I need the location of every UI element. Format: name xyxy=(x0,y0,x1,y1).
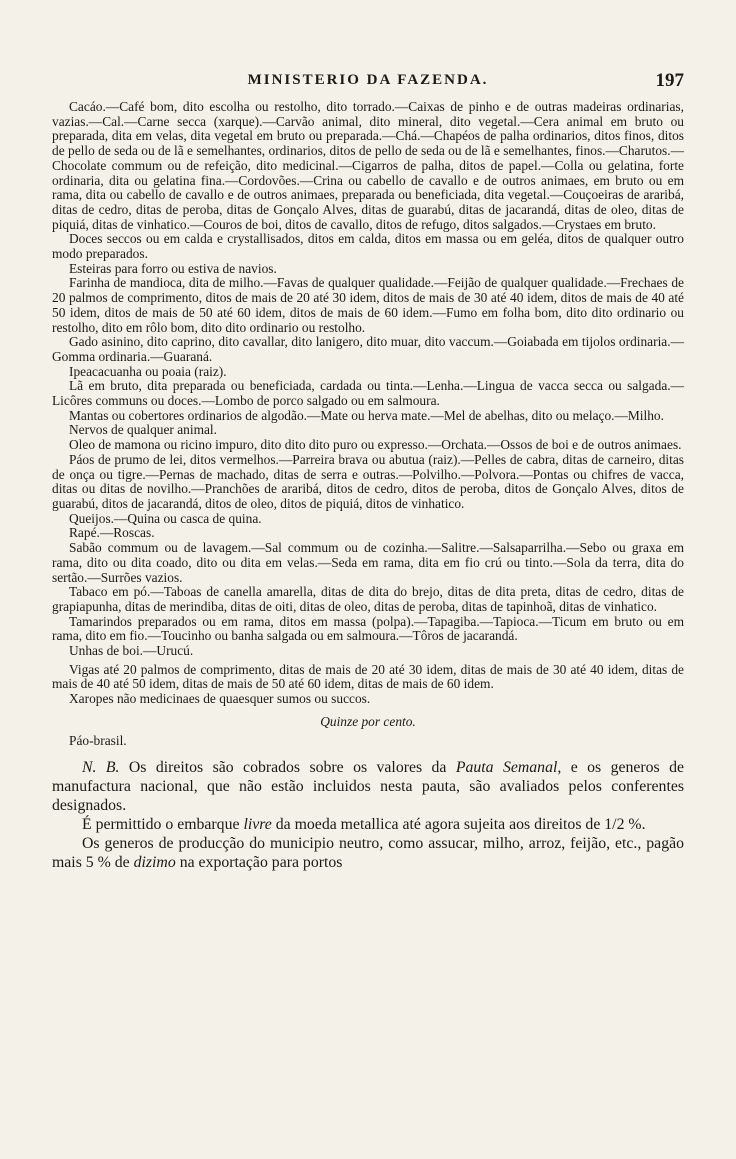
page-title: MINISTERIO DA FAZENDA. xyxy=(247,72,489,88)
page-number: 197 xyxy=(655,70,684,91)
notes-block xyxy=(52,758,684,872)
nb-text-2: e os generos de manufactura nacional, que não estão incluidos nesta pauta, são avaliados pelos conferentes designados. xyxy=(52,759,684,815)
paragraph-p: Páos de prumo de lei, ditos vermelhos.—Parreira brava ou abutua (raiz).—Pelles de cabra, ditas de carneiro, ditas de onça ou tigre.—Pernas de machado, ditas de serra e outras.—Polvilho.—Polvora.—Pontas ou chifres de vacca, ditas ou ditas de novilho.—Pranchões de araribá, ditos de cedro, ditos de peroba, ditos de Gonçalo Alves, ditos de guarabú, ditos de jacarandá, ditos de oleo, ditos de piquiá, ditos de vinhatico. xyxy=(52,451,684,511)
paragraph-t2: Tamarindos preparados ou em rama, ditos em massa (polpa).—Tapagiba.—Tapioca.—Ticum em bruto ou em rama, dito em fio.—Toucinho ou banha salgada ou em salmoura.—Tôros de jacarandá. xyxy=(52,613,684,644)
p3-text-1: Os generos de producção do municipio neutro, como assucar, milho, arroz, feijão, etc., pagão mais 5 % de xyxy=(52,835,684,872)
section-title: Quinze por cento. xyxy=(320,713,416,729)
paragraph-m: Mantas ou cobertores ordinarios de algodão.—Mate ou herva mate.—Mel de abelhas, dito ou melaço.—Milho. xyxy=(69,407,664,423)
p2-text-2: da moeda metallica até agora sujeita aos direitos de 1/2 %. xyxy=(271,816,646,834)
page-header xyxy=(52,72,684,96)
paragraph-n: Nervos de qualquer animal. xyxy=(69,422,217,438)
paragraph-c: Cacáo.—Café bom, dito escolha ou restolho, dito torrado.—Caixas de pinho e de outras madeiras ordinarias, vazias.—Cal.—Carne secca (xarque).—Carvão animal, dito mineral, dito vegetal.—Cera animal em bruto ou preparada, dita em velas, dita vegetal em bruto ou preparada.—Chá.—Chapéos de palha ordinarios, ditos finos, ditos de pello de seda ou de lã e semelhantes, ordinarios, ditos de pello de seda ou de lã e semelhantes, finos.—Charutos.—Chocolate commum ou de refeição, dito medicinal.—Cigarros de palha, ditos de papel.—Colla ou gelatina, forte ordinaria, dita ou gelatina fina.—Cordovões.—Crina ou cabello de cavallo e de outros animaes, em bruto ou em rama, dita ou cabello de cavallo e de outros animaes, preparada ou beneficiada, dita vegetal.—Couçoeiras de araribá, ditas de cedro, ditas de peroba, ditas de Gonçalo Alves, ditas de guarabú, ditas de jacarandá, ditas de oleo, ditas de piquiá, ditas de vinhatico.—Couros de boi, ditos de cavallo, ditos de refugo, ditos salgados.—Crystaes em bruto. xyxy=(52,99,684,232)
nb-text-1: Os direitos são cobrados sobre os valores da xyxy=(119,759,456,777)
p3-emphasis: dizimo xyxy=(133,854,176,872)
paragraph-i: Ipeacacuanha ou poaia (raiz). xyxy=(69,363,227,379)
paragraph-t1: Tabaco em pó.—Taboas de canella amarella, ditas de dita do brejo, ditas de dita preta, ditas de cedro, ditas de grapiapunha, ditas de merindiba, ditas de oiti, ditas de oleo, ditas de peroba, ditas de tapinhoã, ditas de vinhatico. xyxy=(52,584,684,614)
nb-label: N. B. xyxy=(82,759,120,777)
paragraph-d: Doces seccos ou em calda e crystallisados, ditos em calda, ditos em massa ou em geléa, ditos de qualquer outro modo preparados. xyxy=(52,231,684,262)
section-item: Páo-brasil. xyxy=(69,732,127,748)
paragraph-s: Sabão commum ou de lavagem.—Sal commum ou de cozinha.—Salitre.—Salsaparrilha.—Sebo ou graxa em rama, dito ou dita coado, dito ou dita em velas.—Seda em rama, dita em fio crú ou tinto.—Sola da terra, dita do sertão.—Surrões vazios. xyxy=(52,540,684,585)
paragraph-l: Lã em bruto, dita preparada ou beneficiada, cardada ou tinta.—Lenha.—Lingua de vacca secca ou salgada.—Licôres communs ou doces.—Lombo de porco salgado ou em salmoura. xyxy=(52,378,684,409)
paragraph-q: Queijos.—Quina ou casca de quina. xyxy=(69,510,262,526)
paragraph-g: Gado asinino, dito caprino, dito cavallar, dito lanigero, dito muar, dito vaccum.—Goiabada em tijolos ordinaria.—Gomma ordinaria.—Guaraná. xyxy=(52,334,684,364)
p2-emphasis: livre xyxy=(243,816,272,834)
note-generos xyxy=(52,834,684,872)
paragraph-r: Rapé.—Roscas. xyxy=(69,525,155,541)
nb-emphasis: Pauta Semanal, xyxy=(455,759,562,777)
paragraph-x: Xaropes não medicinaes de quaesquer sumos ou succos. xyxy=(69,691,371,707)
p3-text-2: na exportação para portos xyxy=(175,854,343,872)
note-embarque xyxy=(52,815,684,834)
page-body xyxy=(52,100,684,872)
paragraph-u: Unhas de boi.—Urucú. xyxy=(69,643,194,659)
note-nb xyxy=(52,758,684,815)
paragraph-v: Vigas até 20 palmos de comprimento, ditas de mais de 20 até 30 idem, ditas de mais de 30 até 40 idem, ditas de mais de 40 até 50 idem, ditas de mais de 50 até 60 idem, ditas de mais de 60 idem. xyxy=(52,661,684,692)
paragraph-o: Oleo de mamona ou ricino impuro, dito dito dito puro ou expresso.—Orchata.—Ossos de boi e de outros animaes. xyxy=(69,437,682,453)
paragraph-e: Esteiras para forro ou estiva de navios. xyxy=(69,260,277,276)
paragraph-f: Farinha de mandioca, dita de milho.—Favas de qualquer qualidade.—Feijão de qualquer qualidade.—Frechaes de 20 palmos de comprimento, ditos de mais de 20 até 30 idem, ditos de mais de 30 até 40 idem, ditos de mais de 40 até 50 idem, ditos de mais de 50 até 60 idem, ditos de mais de 60 idem.—Fumo em folha bom, dito dito ordinario ou restolho, dito em rôlo bom, dito dito ordinario ou restolho. xyxy=(52,275,684,335)
p2-text-1: É permittido o embarque xyxy=(82,816,244,834)
